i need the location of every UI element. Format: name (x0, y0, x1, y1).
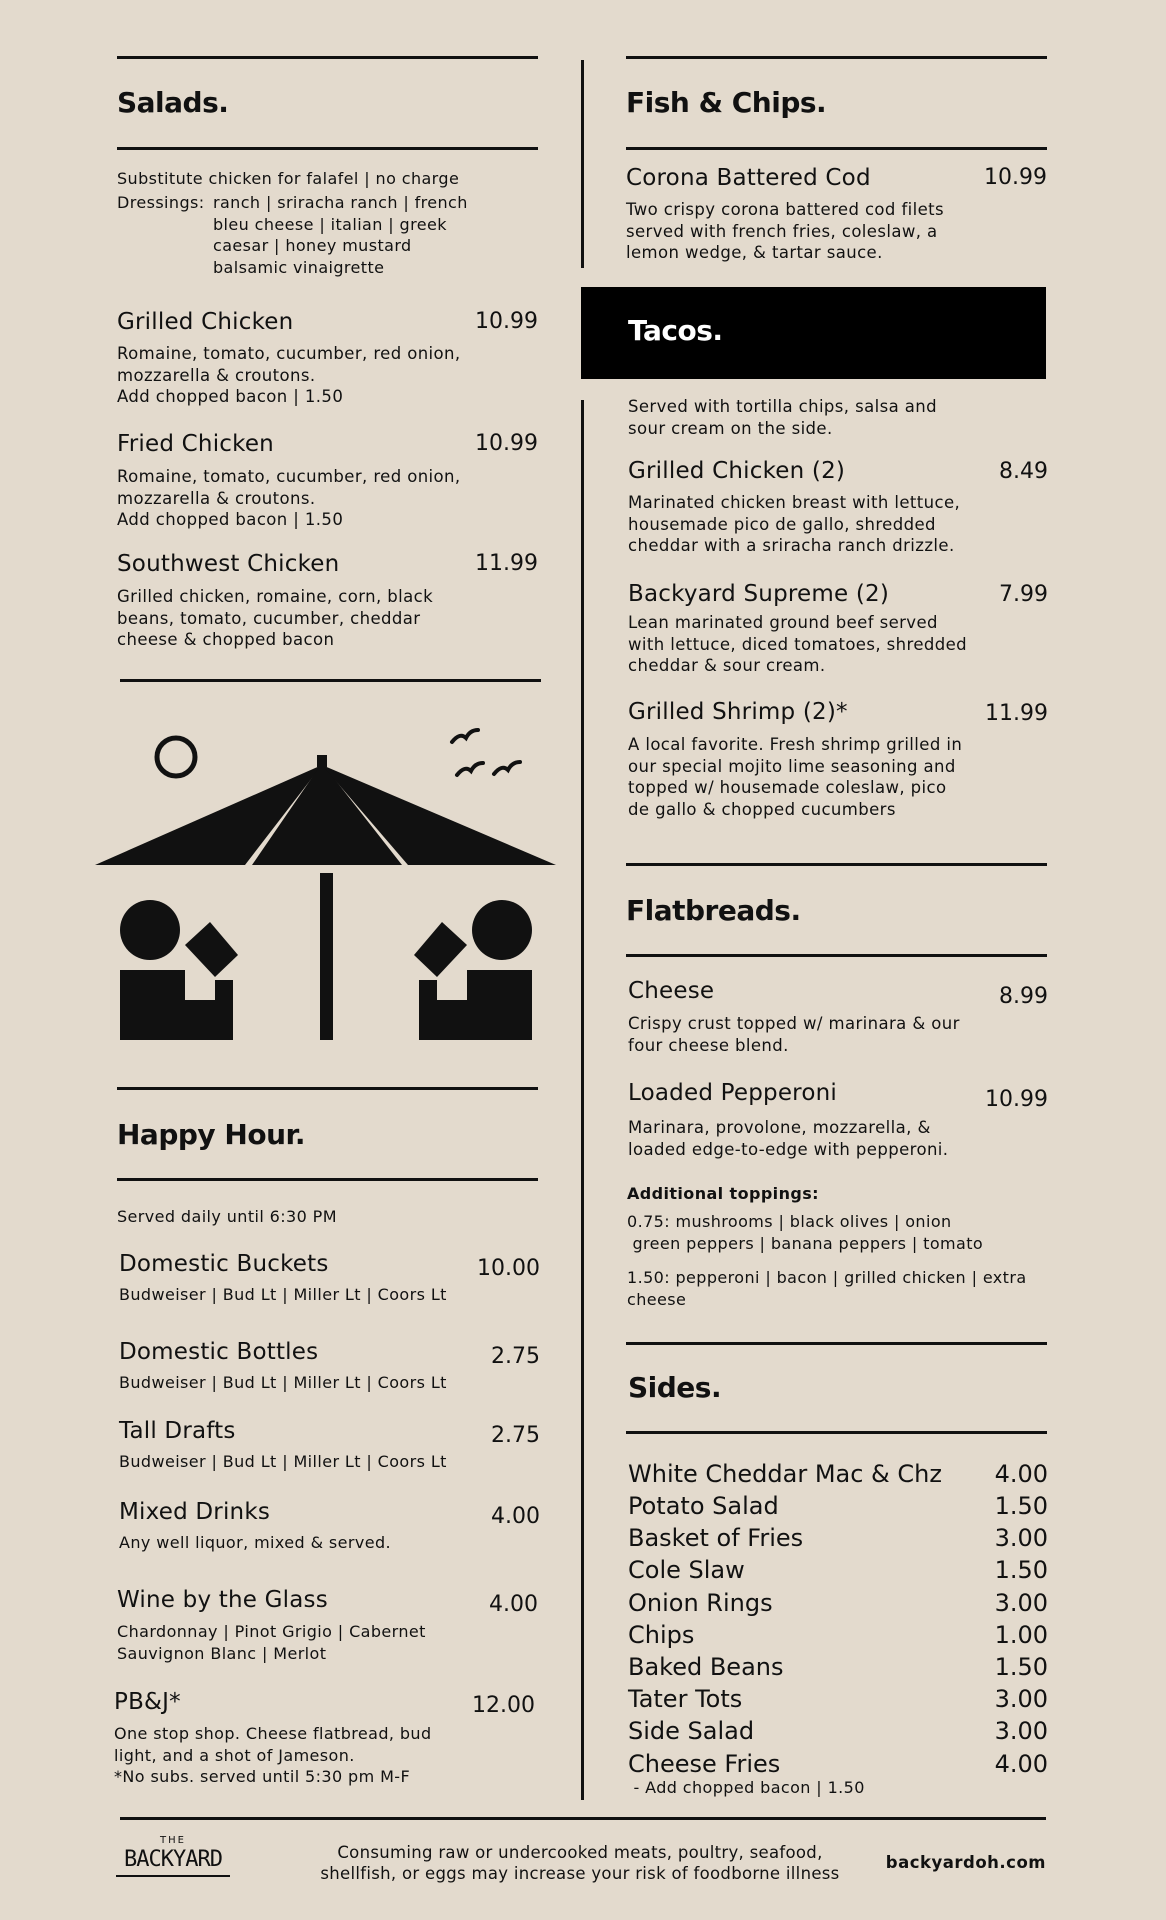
divider (120, 679, 541, 682)
desc-line: Lean marinated ground beef served (628, 613, 938, 632)
desc-line: served with french fries, coleslaw, a (626, 221, 938, 241)
tacos-header-band (581, 287, 1046, 379)
menu-item-name: Domestic Buckets (119, 1251, 329, 1277)
side-item-name: Potato Salad (628, 1492, 779, 1520)
desc-line: with lettuce, diced tomatoes, shredded (628, 634, 968, 654)
column-divider (581, 60, 584, 268)
menu-item-desc (628, 1117, 948, 1160)
desc-line: Two crispy corona battered cod filets (626, 200, 945, 219)
menu-item-price: 10.00 (477, 1256, 540, 1281)
dressings-label: Dressings: (117, 193, 205, 212)
menu-item-desc (114, 1723, 432, 1788)
divider (626, 863, 1047, 866)
birds-icon (452, 730, 520, 775)
desc-line: Romaine, tomato, cucumber, red onion, (117, 467, 461, 486)
side-item-price: 3.00 (994, 1589, 1048, 1617)
menu-item-desc (626, 199, 944, 264)
menu-item-price: 4.00 (489, 1592, 538, 1617)
disclaimer-line: shellfish, or eggs may increase your risk of foodborne illness (320, 1864, 840, 1883)
side-item-price: 1.50 (994, 1492, 1048, 1520)
menu-item-desc (628, 734, 962, 820)
divider (117, 147, 538, 150)
desc-line: Crispy crust topped w/ marinara & our (628, 1014, 960, 1033)
side-item-name: Tater Tots (628, 1685, 743, 1713)
column-divider (581, 400, 584, 1800)
side-item-name: Chips (628, 1621, 695, 1649)
menu-item-name: PB&J* (114, 1689, 181, 1715)
divider (626, 56, 1047, 59)
desc-line: Chardonnay | Pinot Grigio | Cabernet (117, 1622, 426, 1641)
menu-item-desc: Any well liquor, mixed & served. (119, 1533, 392, 1552)
menu-item-name: Mixed Drinks (119, 1499, 271, 1525)
logo-main-text: BACKYARD (116, 1847, 230, 1877)
desc-line: mozzarella & croutons. (117, 488, 316, 508)
desc-line: light, and a shot of Jameson. (114, 1745, 355, 1765)
toppings-line: 0.75: mushrooms | black olives | onion (627, 1212, 952, 1231)
desc-line: four cheese blend. (628, 1035, 789, 1055)
menu-item-name: Cheese (628, 978, 715, 1004)
dressings-line: balsamic vinaigrette (213, 257, 385, 277)
menu-item-name: Southwest Chicken (117, 551, 340, 577)
menu-item-name: Fried Chicken (117, 431, 274, 457)
desc-line: Grilled chicken, romaine, corn, black (117, 587, 434, 606)
sides-addon: - Add chopped bacon | 1.50 (628, 1778, 865, 1797)
side-item-name: Basket of Fries (628, 1524, 804, 1552)
menu-item-price: 10.99 (475, 431, 538, 456)
side-item-price: 3.00 (994, 1524, 1048, 1552)
menu-item-price: 7.99 (999, 582, 1048, 607)
tacos-title: Tacos. (628, 314, 723, 347)
divider (626, 147, 1047, 150)
menu-item-price: 11.99 (985, 701, 1048, 726)
desc-line: our special mojito lime seasoning and (628, 756, 956, 776)
dressings-list (213, 192, 468, 278)
tacos-note (628, 396, 937, 439)
desc-line: Add chopped bacon | 1.50 (117, 510, 344, 529)
menu-item-price: 10.99 (985, 1087, 1048, 1112)
dressings-line: ranch | sriracha ranch | french (213, 193, 468, 212)
desc-line: topped w/ housemade coleslaw, pico (628, 778, 947, 797)
desc-line: Romaine, tomato, cucumber, red onion, (117, 344, 461, 363)
menu-item-desc (117, 1621, 426, 1664)
desc-line: cheese & chopped bacon (117, 630, 335, 649)
menu-item-price: 2.75 (491, 1423, 540, 1448)
sun-icon (157, 738, 195, 776)
menu-item-price: 4.00 (491, 1504, 540, 1529)
menu-item-price: 8.99 (999, 984, 1048, 1009)
toppings-line: 1.50: pepperoni | bacon | grilled chicken | extra (627, 1268, 1027, 1287)
note-line: sour cream on the side. (628, 418, 833, 438)
desc-line: lemon wedge, & tartar sauce. (626, 243, 883, 262)
desc-line: *No subs. served until 5:30 pm M-F (114, 1767, 411, 1786)
desc-line: housemade pico de gallo, shredded (628, 514, 936, 534)
footer-divider (120, 1817, 1046, 1820)
toppings-150 (627, 1267, 1027, 1310)
side-item-price: 4.00 (994, 1750, 1048, 1778)
side-item-name: Onion Rings (628, 1589, 773, 1617)
menu-item-desc: Budweiser | Bud Lt | Miller Lt | Coors Lt (119, 1285, 447, 1304)
flatbreads-title: Flatbreads. (626, 894, 801, 927)
menu-item-name: Domestic Bottles (119, 1339, 319, 1365)
salads-note: Substitute chicken for falafel | no charge (117, 169, 460, 188)
desc-line: mozzarella & croutons. (117, 365, 316, 385)
menu-item-price: 10.99 (984, 165, 1047, 190)
side-item-price: 1.50 (994, 1653, 1048, 1681)
fish-chips-title: Fish & Chips. (626, 86, 827, 119)
menu-item-desc (117, 586, 433, 651)
menu-item-desc (628, 612, 967, 677)
disclaimer-line: Consuming raw or undercooked meats, poultry, seafood, (337, 1843, 823, 1862)
toppings-label: Additional toppings: (627, 1184, 819, 1203)
umbrella-picnic-illustration (90, 715, 560, 1045)
menu-item-name: Loaded Pepperoni (628, 1080, 837, 1106)
dressings-line: bleu cheese | italian | greek (213, 214, 447, 234)
menu-item-name: Grilled Chicken (2) (628, 458, 846, 484)
menu-item-name: Wine by the Glass (117, 1587, 328, 1613)
note-line: Served with tortilla chips, salsa and (628, 397, 937, 416)
menu-item-name: Backyard Supreme (2) (628, 581, 890, 607)
menu-item-price: 10.99 (475, 309, 538, 334)
toppings-line: cheese (627, 1289, 687, 1309)
divider (117, 56, 538, 59)
menu-item-desc (117, 343, 461, 408)
menu-item-desc (117, 466, 461, 531)
side-item-price: 3.00 (994, 1717, 1048, 1745)
menu-item-desc: Budweiser | Bud Lt | Miller Lt | Coors Lt (119, 1373, 447, 1392)
side-item-price: 1.00 (994, 1621, 1048, 1649)
desc-line: Marinated chicken breast with lettuce, (628, 493, 961, 512)
desc-line: Sauvignon Blanc | Merlot (117, 1643, 327, 1663)
menu-item-name: Grilled Shrimp (2)* (628, 699, 848, 725)
happy-hour-title: Happy Hour. (117, 1118, 305, 1151)
divider (626, 1342, 1047, 1345)
desc-line: One stop shop. Cheese flatbread, bud (114, 1724, 432, 1743)
toppings-075 (627, 1211, 983, 1254)
menu-item-price: 12.00 (472, 1693, 535, 1718)
salads-title: Salads. (117, 86, 229, 119)
side-item-price: 4.00 (994, 1460, 1048, 1488)
divider (626, 1431, 1047, 1434)
menu-item-name: Grilled Chicken (117, 309, 294, 335)
happy-hour-note: Served daily until 6:30 PM (117, 1207, 337, 1226)
menu-item-price: 2.75 (491, 1344, 540, 1369)
side-item-name: Baked Beans (628, 1653, 784, 1681)
menu-item-desc: Budweiser | Bud Lt | Miller Lt | Coors Lt (119, 1452, 447, 1471)
desc-line: Marinara, provolone, mozzarella, & (628, 1118, 931, 1137)
food-safety-disclaimer (290, 1842, 870, 1884)
desc-line: loaded edge-to-edge with pepperoni. (628, 1139, 949, 1159)
desc-line: cheddar & sour cream. (628, 656, 826, 675)
website-link[interactable]: backyardoh.com (885, 1853, 1046, 1872)
menu-item-name: Corona Battered Cod (626, 165, 871, 191)
menu-item-price: 8.49 (999, 459, 1048, 484)
menu-item-price: 11.99 (475, 551, 538, 576)
divider (117, 1087, 538, 1090)
divider (117, 1178, 538, 1181)
desc-line: beans, tomato, cucumber, cheddar (117, 608, 421, 628)
side-item-name: Side Salad (628, 1717, 755, 1745)
desc-line: cheddar with a sriracha ranch drizzle. (628, 536, 955, 555)
logo-top-text: THE (160, 1835, 186, 1846)
menu-item-desc (628, 492, 960, 557)
backyard-logo (116, 1835, 230, 1877)
person-drinking-icon (120, 900, 238, 1040)
side-item-name: Cole Slaw (628, 1556, 745, 1584)
desc-line: de gallo & chopped cucumbers (628, 799, 896, 819)
side-item-name: White Cheddar Mac & Chz (628, 1460, 942, 1488)
dressings-line: caesar | honey mustard (213, 236, 412, 255)
side-item-name: Cheese Fries (628, 1750, 781, 1778)
desc-line: A local favorite. Fresh shrimp grilled in (628, 735, 963, 754)
menu-item-name: Tall Drafts (119, 1418, 236, 1444)
side-item-price: 3.00 (994, 1685, 1048, 1713)
side-item-price: 1.50 (994, 1556, 1048, 1584)
toppings-line: green peppers | banana peppers | tomato (627, 1233, 984, 1253)
menu-item-desc (628, 1013, 960, 1056)
sides-title: Sides. (628, 1371, 722, 1404)
divider (626, 954, 1047, 957)
desc-line: Add chopped bacon | 1.50 (117, 387, 344, 406)
person-drinking-icon (414, 900, 532, 1040)
